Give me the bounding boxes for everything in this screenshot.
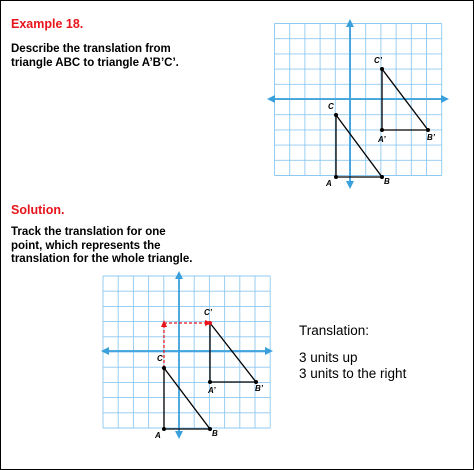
translation-title: Translation: [299,323,370,338]
point-c-bottom [162,366,166,370]
point-c-prime-top [380,67,384,71]
answer-line-2: 3 units to the right [299,366,407,381]
label-c-top: C [328,102,334,111]
prompt-line-1: Describe the translation from [11,43,171,55]
label-b-top: B [384,177,390,186]
point-b-prime-top [426,128,430,132]
label-a-prime-bottom: A’ [208,386,216,395]
label-c-prime-bottom: C’ [204,308,212,317]
label-c-bottom: C [157,354,163,363]
graph-bottom [103,275,270,440]
example-heading: Example 18. [11,17,84,31]
solution-line-2: point, which represents the [11,239,161,252]
point-c-top [334,113,338,117]
label-c-prime-top: C’ [374,56,382,65]
triangle-abc-top [336,115,382,177]
point-c-prime-bottom [208,321,212,325]
solution-line-1: Track the translation for one [11,226,166,238]
point-a-bottom [162,427,166,431]
answer-line-1: 3 units up [299,350,358,365]
point-a-prime-top [380,128,384,132]
label-b-bottom: B [212,429,218,438]
label-b-prime-bottom: B’ [255,384,263,393]
solution-line-3: translation for the whole triangle. [11,253,193,265]
triangle-a-b-c-prime-bottom [210,323,256,382]
prompt-line-2: triangle ABC to triangle A’B’C’. [11,56,179,69]
graph-top [271,23,445,188]
label-a-top: A [326,179,332,188]
diagram-canvas [1,1,473,469]
point-a-top [334,175,338,179]
solution-heading: Solution. [11,203,65,217]
grid-bottom [103,276,270,428]
triangle-abc-bottom [164,368,210,429]
label-b-prime-top: B’ [427,133,435,142]
point-a-prime-bottom [208,380,212,384]
label-a-bottom: A [155,431,161,440]
label-a-prime-top: A’ [378,135,386,144]
